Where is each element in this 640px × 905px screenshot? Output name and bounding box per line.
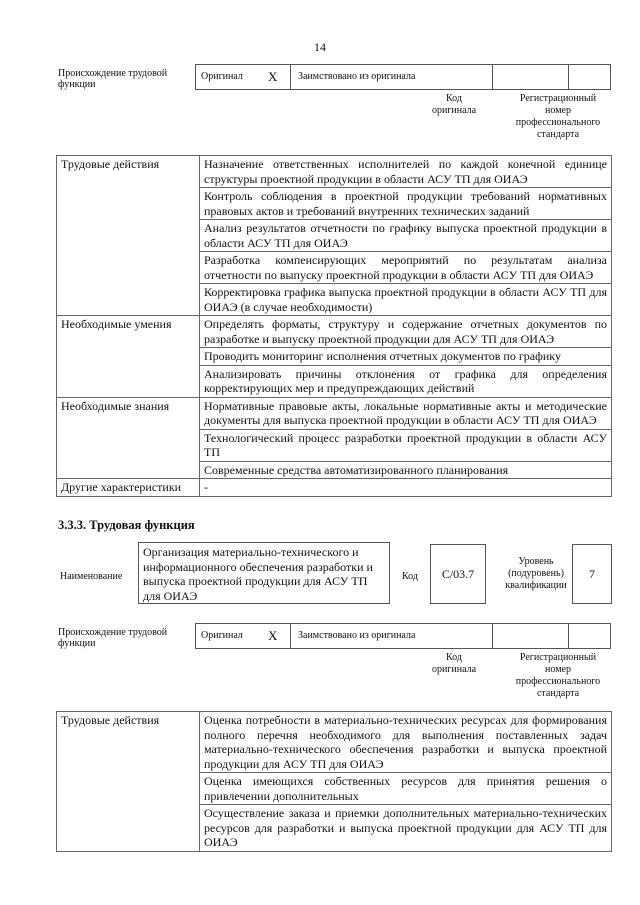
borrowed-label: Заимствовано из оригинала — [298, 630, 416, 641]
row-item-text: Контроль соблюдения в проектной продукции требований нормативных правовых актов и требований внутренних технических заданий — [200, 188, 612, 220]
row-group-label: Трудовые действия — [57, 712, 200, 852]
row-group-label: Необходимые умения — [57, 316, 200, 398]
row-item-text: - — [200, 479, 612, 497]
row-item-text: Определять форматы, структуру и содержание отчетных документов по разработке и выпуску проектной продукции для АСУ ТП для ОИАЭ — [200, 316, 612, 348]
table-row — [57, 712, 612, 773]
row-item-text: Нормативные правовые акты, локальные нормативные акты и методические документы для выпуска проектной продукции в области АСУ ТП для ОИАЭ — [200, 397, 612, 429]
row-item-text: Анализ результатов отчетности по графику выпуска проектной продукции в области АСУ ТП для ОИАЭ — [200, 220, 612, 252]
row-item-text: Корректировка графика выпуска проектной продукции в области АСУ ТП для ОИАЭ (в случае необходимости) — [200, 284, 612, 316]
original-label: Оригинал — [201, 630, 243, 641]
table-row — [57, 479, 612, 497]
original-label: Оригинал — [201, 71, 243, 82]
borrowed-label: Заимствовано из оригинала — [298, 71, 416, 82]
row-item-text: Современные средства автоматизированного планирования — [200, 461, 612, 479]
table-row — [57, 316, 612, 348]
row-item-text: Технологический процесс разработки проектной продукции в области АСУ ТП — [200, 429, 612, 461]
row-group-label: Трудовые действия — [57, 156, 200, 316]
row-item-text: Осуществление заказа и приемки дополнительных материально-технических ресурсов для разработки и выпуска проектной продукции для АСУ ТП для ОИАЭ — [200, 805, 612, 852]
origin-label: Происхождение трудовой функции — [58, 68, 168, 90]
labor-functions-table-1 — [56, 155, 612, 497]
divider — [290, 624, 291, 648]
origin-box — [195, 623, 611, 649]
row-item-text: Анализировать причины отклонения от графика для определения корректирующих мер и предупреждающих действий — [200, 365, 612, 397]
original-mark: X — [268, 69, 278, 84]
original-mark: X — [268, 628, 278, 643]
row-group-label: Другие характеристики — [57, 479, 200, 497]
row-group-label: Необходимые знания — [57, 397, 200, 479]
qualification-level: 7 — [572, 544, 612, 604]
divider — [492, 65, 493, 89]
function-name: Организация материально-технического и информационного обеспечения разработки и выпуска проектной продукции для АСУ ТП для ОИАЭ — [138, 542, 390, 604]
table-row — [57, 397, 612, 429]
origin-code-caption: Код оригинала — [431, 652, 477, 675]
origin-label: Происхождение трудовой функции — [58, 627, 168, 649]
registration-number-caption: Регистрационный номер профессионального стандарта — [515, 93, 601, 140]
row-item-text: Оценка имеющихся собственных ресурсов для принятия решения о привлечении дополнительных — [200, 773, 612, 805]
divider — [290, 65, 291, 89]
registration-number-caption: Регистрационный номер профессионального стандарта — [515, 652, 601, 699]
divider — [568, 65, 569, 89]
row-item-text: Назначение ответственных исполнителей по каждой конечной единице структуры проектной продукции в области АСУ ТП для ОИАЭ — [200, 156, 612, 188]
origin-code-caption: Код оригинала — [431, 93, 477, 116]
function-code: C/03.7 — [430, 544, 486, 604]
qualification-level-label: Уровень (подуровень) квалификации — [505, 556, 567, 591]
row-item-text: Разработка компенсирующих мероприятий по результатам анализа отчетности по выпуску проектной продукции в области АСУ ТП для ОИАЭ — [200, 252, 612, 284]
labor-functions-table-2 — [56, 711, 612, 852]
name-label: Наименование — [60, 571, 123, 582]
section-title: 3.3.3. Трудовая функция — [58, 518, 195, 532]
code-label: Код — [402, 571, 418, 582]
row-item-text: Оценка потребности в материально-технических ресурсах для формирования полного перечня необходимого для выполнения поставленных задач материально-технического обеспечения разработки и выпуска проектной продукции для АСУ ТП для ОИАЭ — [200, 712, 612, 773]
origin-box — [195, 64, 611, 90]
divider — [492, 624, 493, 648]
page-number: 14 — [314, 40, 326, 54]
row-item-text: Проводить мониторинг исполнения отчетных документов по графику — [200, 348, 612, 366]
divider — [568, 624, 569, 648]
table-row — [57, 156, 612, 188]
